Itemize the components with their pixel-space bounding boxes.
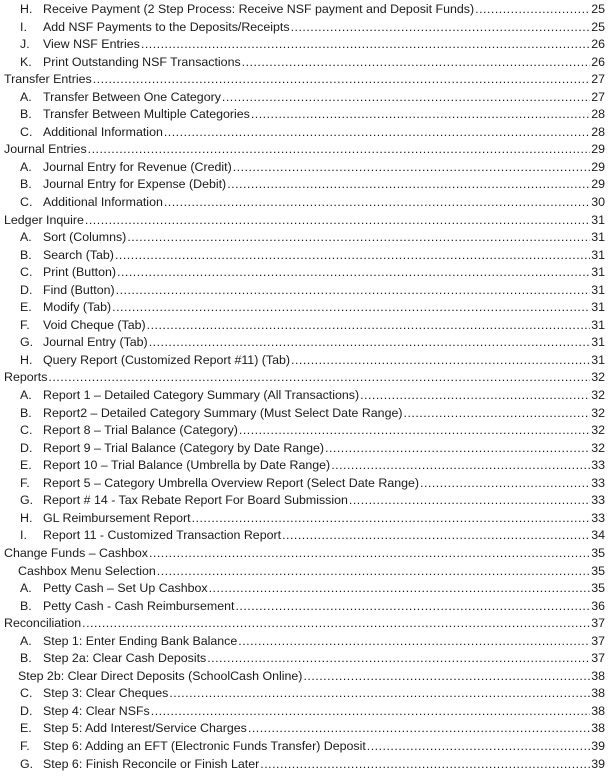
toc-subsection-entry[interactable] [0,685,611,703]
toc-subsection-entry[interactable] [0,89,611,107]
toc-subsection-entry[interactable] [0,598,611,616]
toc-entry-title: Step 3: Clear Cheques [43,686,169,701]
toc-subsection-entry[interactable] [0,650,611,668]
toc-page-number: 33 [591,510,605,525]
toc-page-number: 31 [591,282,605,297]
toc-entry-title: Report # 14 - Tax Rebate Report For Board Submission [43,493,348,508]
toc-subsection-entry[interactable] [0,668,611,686]
toc-entry-marker: H. [20,352,33,367]
dot-leader [238,633,590,651]
toc-entry-title: Ledger Inquire [4,212,84,227]
dot-leader [141,36,590,54]
toc-entry-title: Transfer Between One Category [43,89,221,104]
dot-leader [147,317,590,335]
toc-entry-marker: A. [20,633,32,648]
toc-entry-marker: C. [20,686,33,701]
toc-page-number: 31 [591,230,605,245]
toc-entry-title: Sort (Columns) [43,230,127,245]
toc-entry-marker: K. [20,54,32,69]
toc-entry-title: View NSF Entries [43,37,140,52]
dot-leader [349,492,590,510]
dot-leader [475,1,590,19]
toc-subsection-entry[interactable] [0,299,611,317]
dot-leader [82,615,590,633]
toc-entry-marker: E. [20,300,32,315]
toc-entry-title: Journal Entry for Revenue (Credit) [43,159,232,174]
toc-page-number: 31 [591,265,605,280]
toc-page-number: 26 [591,37,605,52]
dot-leader [367,738,590,756]
toc-entry-title: Journal Entry (Tab) [43,335,148,350]
toc-entry-marker: B. [20,107,32,122]
toc-page-number: 39 [591,738,605,753]
toc-subsection-entry[interactable] [0,703,611,721]
toc-entry-title: Receive Payment (2 Step Process: Receive NSF payment and Deposit Funds) [43,2,475,16]
dot-leader [235,598,590,616]
toc-entry-marker: D. [20,282,33,297]
toc-entry-marker: A. [20,388,32,403]
toc-page-number: 38 [591,721,605,736]
toc-subsection-entry[interactable] [0,510,611,528]
toc-entry-title: Report 10 – Trial Balance (Umbrella by Date Range) [43,458,331,473]
dot-leader [169,685,590,703]
dot-leader [207,650,590,668]
toc-entry-marker: F. [20,475,30,490]
toc-subsection-entry[interactable] [0,124,611,142]
toc-entry-title: Print Outstanding NSF Transactions [43,54,241,69]
toc-entry-title: Search (Tab) [43,247,114,262]
toc-entry-marker: A. [20,581,32,596]
dot-leader [227,176,590,194]
toc-entry-title: Step 5: Add Interest/Service Charges [43,721,247,736]
toc-entry-title: Print (Button) [43,265,116,280]
toc-page-number: 32 [591,388,605,403]
toc-page-number: 25 [591,2,605,16]
toc-entry-marker: E. [20,721,32,736]
toc-page-number: 30 [591,195,605,210]
toc-entry-marker: C. [20,124,33,139]
dot-leader [291,19,590,37]
dot-leader [303,668,590,686]
toc-page-number: 31 [591,212,605,227]
toc-page-number: 28 [591,124,605,139]
dot-leader [151,703,590,721]
toc-entry-title: Journal Entries [4,142,87,157]
toc-entry-marker: D. [20,703,33,718]
dot-leader [251,106,590,124]
toc-entry-marker: F. [20,317,30,332]
toc-page-number: 33 [591,475,605,490]
toc-subsection-entry[interactable] [0,317,611,335]
dot-leader [149,545,590,563]
toc-subsection-entry[interactable] [0,563,611,581]
toc-page-number: 33 [591,493,605,508]
toc-page-number: 37 [591,651,605,666]
toc-entry-marker: G. [20,493,34,508]
toc-entry-title: Step 6: Adding an EFT (Electronic Funds Transfer) Deposit [43,738,366,753]
toc-section-entry[interactable] [0,545,611,563]
dot-leader [360,387,590,405]
toc-subsection-entry[interactable] [0,264,611,282]
toc-entry-marker: I. [20,19,27,34]
dot-leader [88,141,590,159]
toc-entry-title: Step 4: Clear NSFs [43,703,150,718]
toc-subsection-entry[interactable] [0,106,611,124]
toc-subsection-entry[interactable] [0,352,611,370]
toc-subsection-entry[interactable] [0,282,611,300]
toc-page-number: 38 [591,668,605,683]
dot-leader [164,194,590,212]
toc-subsection-entry[interactable] [0,422,611,440]
dot-leader [233,159,590,177]
toc-subsection-entry[interactable] [0,19,611,37]
dot-leader [85,212,590,230]
toc-page-number: 29 [591,177,605,192]
dot-leader [404,405,591,423]
toc-entry-title: Reports [4,370,48,385]
toc-entry-title: Petty Cash - Cash Reimbursement [43,598,235,613]
toc-page-number: 29 [591,159,605,174]
toc-entry-marker: A. [20,89,32,104]
toc-entry-marker: H. [20,510,33,525]
toc-subsection-entry[interactable] [0,247,611,265]
toc-entry-marker: A. [20,230,32,245]
toc-section-entry[interactable] [0,615,611,633]
toc-subsection-entry[interactable] [0,334,611,352]
toc-entry-marker: A. [20,159,32,174]
toc-entry-marker: B. [20,177,32,192]
dot-leader [331,457,590,475]
toc-entry-marker: B. [20,405,32,420]
toc-entry-marker: C. [20,195,33,210]
toc-page-number: 29 [591,142,605,157]
toc-entry-marker: B. [20,598,32,613]
toc-entry-title: Report2 – Detailed Category Summary (Must Select Date Range) [43,405,403,420]
toc-subsection-entry[interactable] [0,527,611,545]
dot-leader [242,54,590,72]
toc-entry-title: Report 5 – Category Umbrella Overview Report (Select Date Range) [43,475,420,490]
toc-subsection-entry[interactable] [0,54,611,72]
toc-entry-title: Step 1: Enter Ending Bank Balance [43,633,238,648]
dot-leader [192,510,590,528]
toc-page-number: 31 [591,300,605,315]
toc-subsection-entry[interactable] [0,229,611,247]
dot-leader [222,89,590,107]
dot-leader [291,352,590,370]
toc-subsection-entry[interactable] [0,440,611,458]
toc-entry-marker: D. [20,440,33,455]
toc-subsection-entry[interactable] [0,580,611,598]
toc-entry-title: Petty Cash – Set Up Cashbox [43,581,208,596]
toc-subsection-entry[interactable] [0,756,611,774]
toc-entry-title: Transfer Between Multiple Categories [43,107,250,122]
toc-page-number: 38 [591,686,605,701]
toc-section-entry[interactable] [0,141,611,159]
dot-leader [116,282,590,300]
dot-leader [127,229,590,247]
toc-entry-title: Additional Information [43,124,163,139]
toc-entry-title: Transfer Entries [4,72,92,87]
toc-page-number: 37 [591,633,605,648]
toc-entry-title: Step 2b: Clear Direct Deposits (SchoolCash Online) [18,668,303,683]
toc-subsection-entry[interactable] [0,633,611,651]
toc-entry-title: Reconciliation [4,616,82,631]
toc-page-number: 27 [591,72,605,87]
toc-entry-title: Add NSF Payments to the Deposits/Receipts [43,19,290,34]
toc-entry-marker: H. [20,2,33,16]
toc-page-number: 39 [591,756,605,771]
toc-subsection-entry[interactable] [0,159,611,177]
toc-page-number: 36 [591,598,605,613]
toc-section-entry[interactable] [0,212,611,230]
toc-subsection-entry[interactable] [0,738,611,756]
toc-entry-title: Journal Entry for Expense (Debit) [43,177,227,192]
toc-page-number: 32 [591,405,605,420]
toc-entry-marker: I. [20,528,27,543]
dot-leader [164,124,590,142]
dot-leader [112,299,590,317]
toc-subsection-entry[interactable] [0,475,611,493]
toc-page-number: 35 [591,581,605,596]
toc-entry-title: Additional Information [43,195,163,210]
toc-page-number: 35 [591,563,605,578]
toc-entry-title: GL Reimbursement Report [43,510,191,525]
toc-entry-marker: B. [20,651,32,666]
toc-page-number: 33 [591,458,605,473]
toc-section-entry[interactable] [0,369,611,387]
toc-entry-title: Report 8 – Trial Balance (Category) [43,423,238,438]
toc-subsection-entry[interactable] [0,457,611,475]
toc-page-number: 32 [591,423,605,438]
toc-page-number: 32 [591,370,605,385]
dot-leader [282,527,590,545]
dot-leader [420,475,590,493]
dot-leader [157,563,590,581]
toc-page-number: 27 [591,89,605,104]
toc-entry-title: Modify (Tab) [43,300,112,315]
toc-entry-title: Report 9 – Trial Balance (Category by Date Range) [43,440,324,455]
toc-subsection-entry[interactable] [0,176,611,194]
toc-page-number: 35 [591,545,605,560]
toc-entry-marker: J. [20,37,30,52]
dot-leader [117,264,590,282]
toc-entry-title: Change Funds – Cashbox [4,545,148,560]
toc-page-number: 28 [591,107,605,122]
dot-leader [48,369,590,387]
toc-page-number: 38 [591,703,605,718]
toc-entry-title: Report 11 - Customized Transaction Report [43,528,282,543]
toc-page-number: 25 [591,19,605,34]
toc-page-number: 31 [591,317,605,332]
toc-subsection-entry[interactable] [0,387,611,405]
toc-entry-marker: C. [20,265,33,280]
toc-entry-title: Cashbox Menu Selection [18,563,156,578]
toc-page-number: 31 [591,247,605,262]
toc-subsection-entry[interactable] [0,720,611,738]
toc-page-number: 34 [591,528,605,543]
dot-leader [149,334,590,352]
toc-page-number: 37 [591,616,605,631]
toc-subsection-entry[interactable] [0,1,611,19]
dot-leader [209,580,590,598]
toc-subsection-entry[interactable] [0,194,611,212]
toc-subsection-entry[interactable] [0,405,611,423]
toc-entry-marker: F. [20,738,30,753]
toc-entry-marker: B. [20,247,32,262]
dot-leader [325,440,590,458]
toc-entry-title: Step 2a: Clear Cash Deposits [43,651,207,666]
toc-entry-marker: E. [20,458,32,473]
toc-entry-title: Report 1 – Detailed Category Summary (All Transactions) [43,388,360,403]
toc-subsection-entry[interactable] [0,36,611,54]
toc-entry-marker: C. [20,423,33,438]
dot-leader [115,247,590,265]
toc-page-number: 32 [591,440,605,455]
toc-entry-marker: G. [20,335,34,350]
toc-page-number: 26 [591,54,605,69]
toc-entry-title: Step 6: Finish Reconcile or Finish Later [43,756,260,771]
toc-entry-marker: G. [20,756,34,771]
dot-leader [260,756,590,774]
toc-entry-title: Find (Button) [43,282,115,297]
dot-leader [239,422,590,440]
dot-leader [248,720,590,738]
toc-section-entry[interactable] [0,71,611,89]
toc-page-number: 31 [591,352,605,367]
toc-entry-title: Query Report (Customized Report #11) (Tab) [43,352,290,367]
toc-entry-title: Void Cheque (Tab) [43,317,146,332]
dot-leader [93,71,590,89]
toc-page-number: 31 [591,335,605,350]
toc-subsection-entry[interactable] [0,492,611,510]
